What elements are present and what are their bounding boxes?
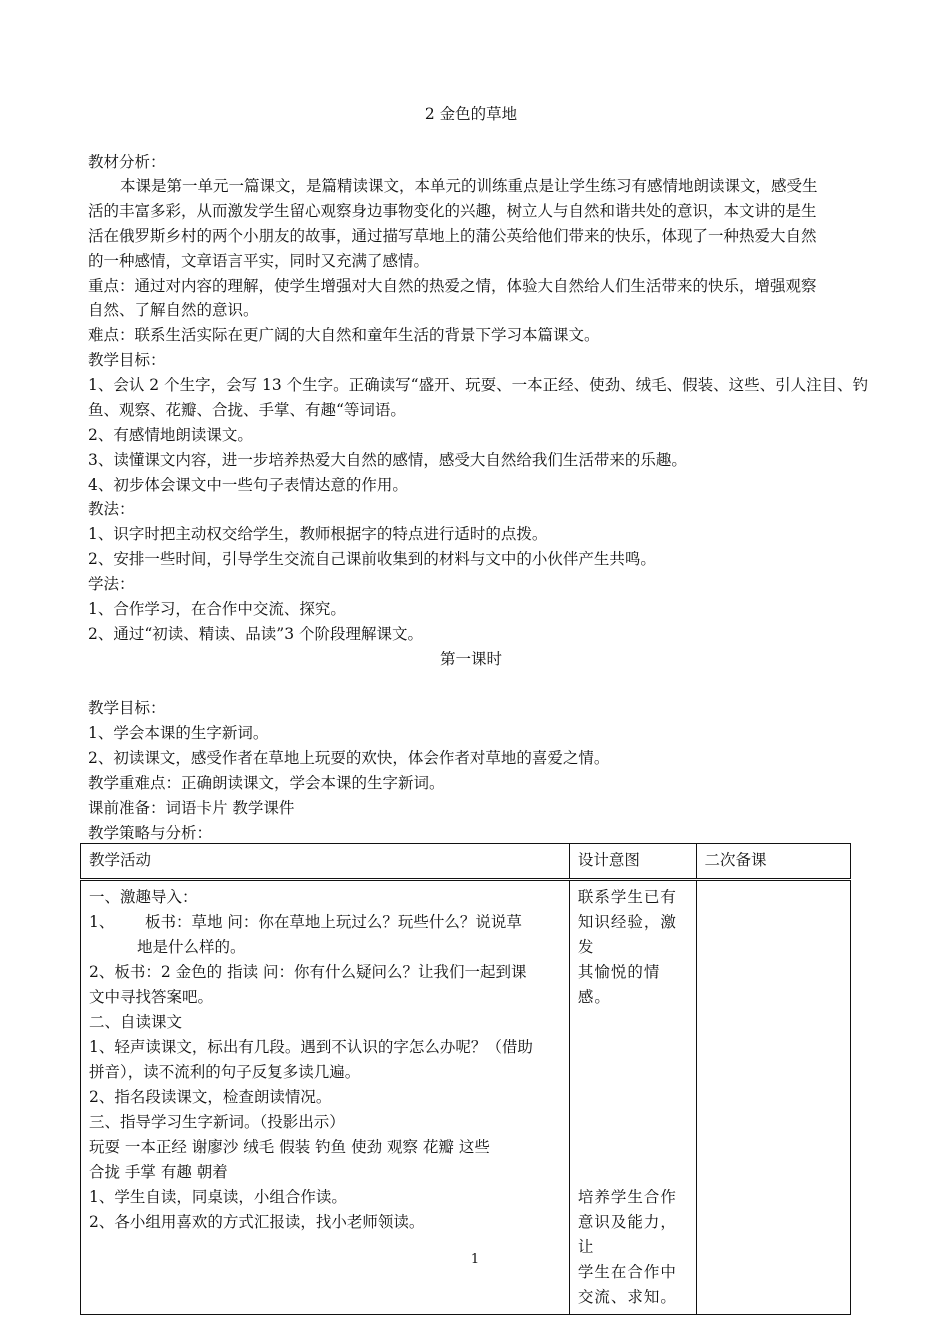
purpose-line: 其愉悦的情感。 xyxy=(577,963,661,1006)
difficulty-line: 难点：联系生活实际在更广阔的大自然和童年生活的背景下学习本篇课文。 xyxy=(88,326,600,344)
analysis-line: 活的丰富多彩，从而激发学生留心观察身边事物变化的兴趣，树立人与自然和谐共处的意识，本文讲的是生 xyxy=(88,202,817,220)
analysis-line: 本课是第一单元一篇课文，是篇精读课文，本单元的训练重点是让学生练习有感情地朗读课文，感受生 xyxy=(120,177,818,195)
purpose-line: 培养学生合作 xyxy=(577,1188,677,1206)
learning-method-heading: 学法： xyxy=(88,575,135,593)
purpose-line: 交流、求知。 xyxy=(577,1288,677,1306)
header-activity: 教学活动 xyxy=(81,844,570,880)
second-prep-cell xyxy=(696,880,850,1315)
goals-heading: 教学目标： xyxy=(88,351,166,369)
activity-line: 拼音），读不流利的句子反复多读几遍。 xyxy=(89,1063,361,1081)
lesson-heading: 第一课时 xyxy=(439,650,502,668)
page-number: 1 xyxy=(470,1252,480,1267)
key-difficulty-line: 教学重难点：正确朗读课文，学会本课的生字新词。 xyxy=(88,774,445,792)
learning-method-item: 1、合作学习，在合作中交流、探究。 xyxy=(88,600,346,618)
learning-method-item: 2、通过“初读、精读、品读”3 个阶段理解课文。 xyxy=(88,625,423,643)
key-point-line: 自然、了解自然的意识。 xyxy=(88,301,259,319)
purpose-line: 学生在合作中 xyxy=(577,1263,677,1281)
document-title: 2 金色的草地 xyxy=(424,105,518,123)
strategy-heading: 教学策略与分析： xyxy=(88,824,213,842)
activity-line: 一、激趣导入： xyxy=(89,888,198,906)
lesson-plan-table xyxy=(80,843,851,1315)
activity-line xyxy=(89,910,563,935)
goal-item: 鱼、观察、花瓣、合拢、手掌、有趣“等词语。 xyxy=(88,401,406,419)
purpose-line: 意识及能力，让 xyxy=(577,1213,677,1256)
analysis-heading: 教材分析： xyxy=(88,153,166,171)
activity-line: 三、指导学习生字新词。（投影出示） xyxy=(89,1113,345,1131)
activity-line: 文中寻找答案吧。 xyxy=(89,988,214,1006)
activity-number: 1、 xyxy=(89,913,115,931)
key-point-line: 重点：通过对内容的理解，使学生增强对大自然的热爱之情，体验大自然给人们生活带来的快乐，增强观察 xyxy=(88,277,817,295)
goal-item: 2、有感情地朗读课文。 xyxy=(88,426,253,444)
activity-line: 合拢 手掌 有趣 朝着 xyxy=(89,1163,228,1181)
table-header-row xyxy=(81,844,851,880)
preparation-line: 课前准备：词语卡片 教学课件 xyxy=(88,799,295,817)
purpose-cell xyxy=(569,880,696,1315)
header-second-prep: 二次备课 xyxy=(696,844,850,880)
teaching-method-heading: 教法： xyxy=(88,500,135,518)
activity-line: 玩耍 一本正经 谢廖沙 绒毛 假装 钓鱼 使劲 观察 花瓣 这些 xyxy=(89,1138,490,1156)
activity-line: 2、指名段读课文，检查朗读情况。 xyxy=(89,1088,332,1106)
activity-line: 地是什么样的。 xyxy=(137,938,246,956)
purpose-line: 联系学生已有 xyxy=(577,888,677,906)
activity-line: 1、轻声读课文，标出有几段。遇到不认识的字怎么办呢？（借助 xyxy=(89,1038,533,1056)
goal-item: 4、初步体会课文中一些句子表情达意的作用。 xyxy=(88,476,408,494)
activity-cell xyxy=(81,880,570,1315)
goal-item: 1、会认 2 个生字，会写 13 个生字。正确读写“盛开、玩耍、一本正经、使劲、绒毛、假装、这些、引人注目、钓 xyxy=(88,376,869,394)
activity-line: 二、自读课文 xyxy=(89,1013,183,1031)
table-row xyxy=(81,880,851,1315)
lesson-goal-item: 2、初读课文，感受作者在草地上玩耍的欢快，体会作者对草地的喜爱之情。 xyxy=(88,749,610,767)
lesson-goal-item: 1、学会本课的生字新词。 xyxy=(88,724,269,742)
purpose-spacer xyxy=(578,1010,690,1185)
activity-line: 2、各小组用喜欢的方式汇报读，找小老师领读。 xyxy=(89,1213,425,1231)
lesson-goals-heading: 教学目标： xyxy=(88,699,166,717)
analysis-line: 的一种感情，文章语言平实，同时又充满了感情。 xyxy=(88,252,430,270)
goal-item: 3、读懂课文内容，进一步培养热爱大自然的感情，感受大自然给我们生活带来的乐趣。 xyxy=(88,451,687,469)
analysis-line: 活在俄罗斯乡村的两个小朋友的故事，通过描写草地上的蒲公英给他们带来的快乐，体现了一种热爱大自然 xyxy=(88,227,817,245)
activity-line: 2、板书：2 金色的 指读 问：你有什么疑问么？让我们一起到课 xyxy=(89,963,527,981)
purpose-line: 知识经验，激发 xyxy=(577,913,677,956)
activity-line: 1、学生自读，同桌读，小组合作读。 xyxy=(89,1188,347,1206)
header-purpose: 设计意图 xyxy=(569,844,696,880)
activity-text: 板书：草地 问：你在草地上玩过么？玩些什么？说说草 xyxy=(145,913,522,931)
teaching-method-item: 2、安排一些时间，引导学生交流自己课前收集到的材料与文中的小伙伴产生共鸣。 xyxy=(88,550,656,568)
teaching-method-item: 1、识字时把主动权交给学生，教师根据字的特点进行适时的点拨。 xyxy=(88,525,548,543)
